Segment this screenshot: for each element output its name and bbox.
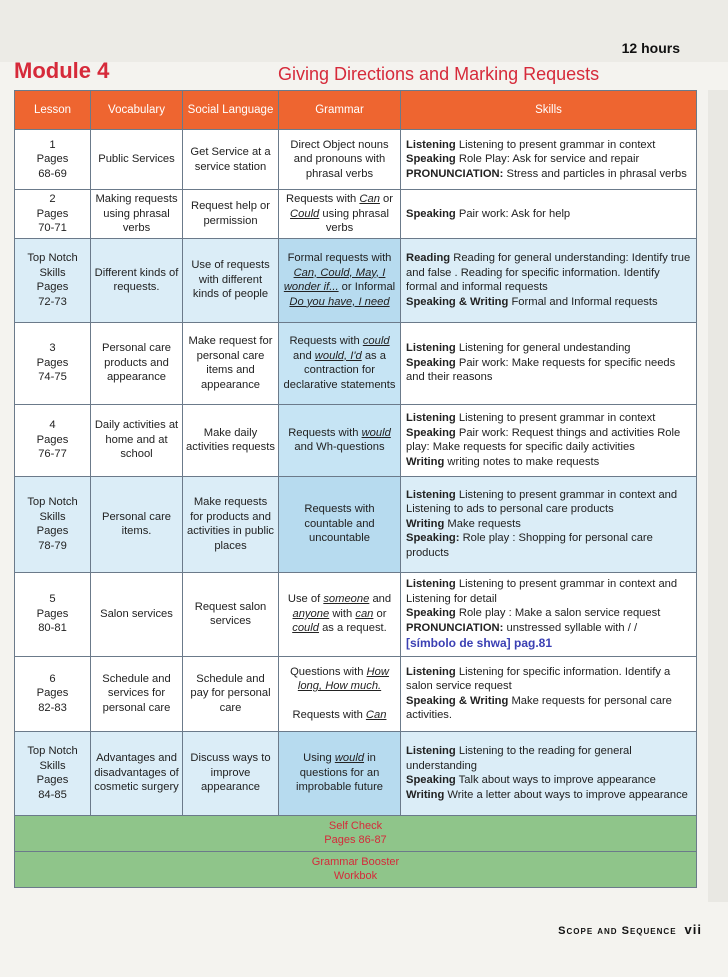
table-row xyxy=(15,572,697,656)
table-row xyxy=(15,322,697,404)
grammar-cell: Requests with countable and uncountable xyxy=(279,476,401,572)
vocab-cell: Advantages and disadvantages of cosmetic surgery xyxy=(91,731,183,815)
skills-cell: Speaking Pair work: Ask for help xyxy=(401,190,697,239)
table-row xyxy=(15,238,697,322)
social-cell: Schedule and pay for personal care xyxy=(183,656,279,731)
footer-label: Scope and Sequence xyxy=(558,925,677,937)
social-cell: Discuss ways to improve appearance xyxy=(183,731,279,815)
lesson-cell: Top Notch Skills Pages 84-85 xyxy=(15,731,91,815)
vocab-cell: Personal care items. xyxy=(91,476,183,572)
social-cell: Make requests for products and activities in public places xyxy=(183,476,279,572)
vocab-cell: Schedule and services for personal care xyxy=(91,656,183,731)
grammar-cell: Questions with How long, How much. Requests with Can xyxy=(279,656,401,731)
skills-cell: Listening Listening for general undestanding Speaking Pair work: Make requests for specific needs and their reasons xyxy=(401,322,697,404)
skills-cell: Listening Listening to the reading for general understanding Speaking Talk about ways to improve appearance Writing Write a letter about ways to improve appearance xyxy=(401,731,697,815)
social-cell: Request help or permission xyxy=(183,190,279,239)
table-row xyxy=(15,731,697,815)
scope-table xyxy=(14,90,697,888)
grammar-cell: Use of someone and anyone with can or could as a request. xyxy=(279,572,401,656)
lesson-cell: 6 Pages 82-83 xyxy=(15,656,91,731)
table-row xyxy=(15,476,697,572)
lesson-cell: 2 Pages 70-71 xyxy=(15,190,91,239)
lesson-cell: 4 Pages 76-77 xyxy=(15,404,91,476)
booster-row xyxy=(15,851,697,887)
grammar-cell: Requests with would and Wh-questions xyxy=(279,404,401,476)
vocab-cell: Daily activities at home and at school xyxy=(91,404,183,476)
skills-cell: Listening Listening to present grammar in context Speaking Role Play: Ask for service and repair PRONUNCIATION: Stress and particles in phrasal verbs xyxy=(401,130,697,190)
social-cell: Request salon services xyxy=(183,572,279,656)
vocab-cell: Making requests using phrasal verbs xyxy=(91,190,183,239)
table-row xyxy=(15,130,697,190)
module-title: Module 4 xyxy=(14,58,110,83)
vocab-cell: Different kinds of requests. xyxy=(91,238,183,322)
grammar-cell: Formal requests with Can, Could, May, I wonder if... or Informal Do you have, I need xyxy=(279,238,401,322)
social-cell: Make daily activities requests xyxy=(183,404,279,476)
booster-cell: Grammar Booster Workbok xyxy=(15,851,697,887)
module-subtitle: Giving Directions and Marking Requests xyxy=(278,64,600,84)
skills-cell: Listening Listening to present grammar in context Speaking Pair work: Request things and activities Role play: Make requests for specific daily activities Writing writing notes to make requests xyxy=(401,404,697,476)
col-lesson: Lesson xyxy=(15,91,91,130)
header-row xyxy=(15,91,697,130)
skills-cell: Reading Reading for general understanding: Identify true and false . Reading for specific information. Identify formal and informal requests Speaking & Writing Formal and Informal requests xyxy=(401,238,697,322)
hours-label: 12 hours xyxy=(621,40,680,56)
col-social-language: Social Language xyxy=(183,91,279,130)
skills-cell: Listening Listening to present grammar in context and Listening for detail Speaking Role play : Make a salon service request PRONUNCIATION: unstressed syllable with / / [símbolo de shwa] pag.81 xyxy=(401,572,697,656)
skills-cell: Listening Listening for specific information. Identify a salon service request Speaking & Writing Make requests for personal care activities. xyxy=(401,656,697,731)
lesson-cell: 3 Pages 74-75 xyxy=(15,322,91,404)
self-check-row xyxy=(15,815,697,851)
shwa-note: [símbolo de shwa] pag.81 xyxy=(406,635,553,650)
grammar-cell: Requests with could and would, I'd as a contraction for declarative statements xyxy=(279,322,401,404)
grammar-cell: Direct Object nouns and pronouns with phrasal verbs xyxy=(279,130,401,190)
social-cell: Get Service at a service station xyxy=(183,130,279,190)
vocab-cell: Public Services xyxy=(91,130,183,190)
lesson-cell: Top Notch Skills Pages 72-73 xyxy=(15,238,91,322)
grammar-cell: Using would in questions for an improbable future xyxy=(279,731,401,815)
lesson-cell: 1 Pages 68-69 xyxy=(15,130,91,190)
page-footer xyxy=(558,922,702,937)
top-band xyxy=(0,0,728,62)
social-cell: Use of requests with different kinds of people xyxy=(183,238,279,322)
self-check-cell: Self Check Pages 86-87 xyxy=(15,815,697,851)
col-grammar: Grammar xyxy=(279,91,401,130)
vocab-cell: Salon services xyxy=(91,572,183,656)
social-cell: Make request for personal care items and appearance xyxy=(183,322,279,404)
table-row xyxy=(15,656,697,731)
table-row xyxy=(15,404,697,476)
table-row xyxy=(15,190,697,239)
vocab-cell: Personal care products and appearance xyxy=(91,322,183,404)
col-skills: Skills xyxy=(401,91,697,130)
skills-cell: Listening Listening to present grammar in context and Listening to ads to personal care products Writing Make requests Speaking: Role play : Shopping for personal care products xyxy=(401,476,697,572)
lesson-cell: Top Notch Skills Pages 78-79 xyxy=(15,476,91,572)
col-vocabulary: Vocabulary xyxy=(91,91,183,130)
grammar-cell: Requests with Can or Could using phrasal verbs xyxy=(279,190,401,239)
lesson-cell: 5 Pages 80-81 xyxy=(15,572,91,656)
page-number: vii xyxy=(684,922,702,937)
page-edge xyxy=(708,90,728,902)
